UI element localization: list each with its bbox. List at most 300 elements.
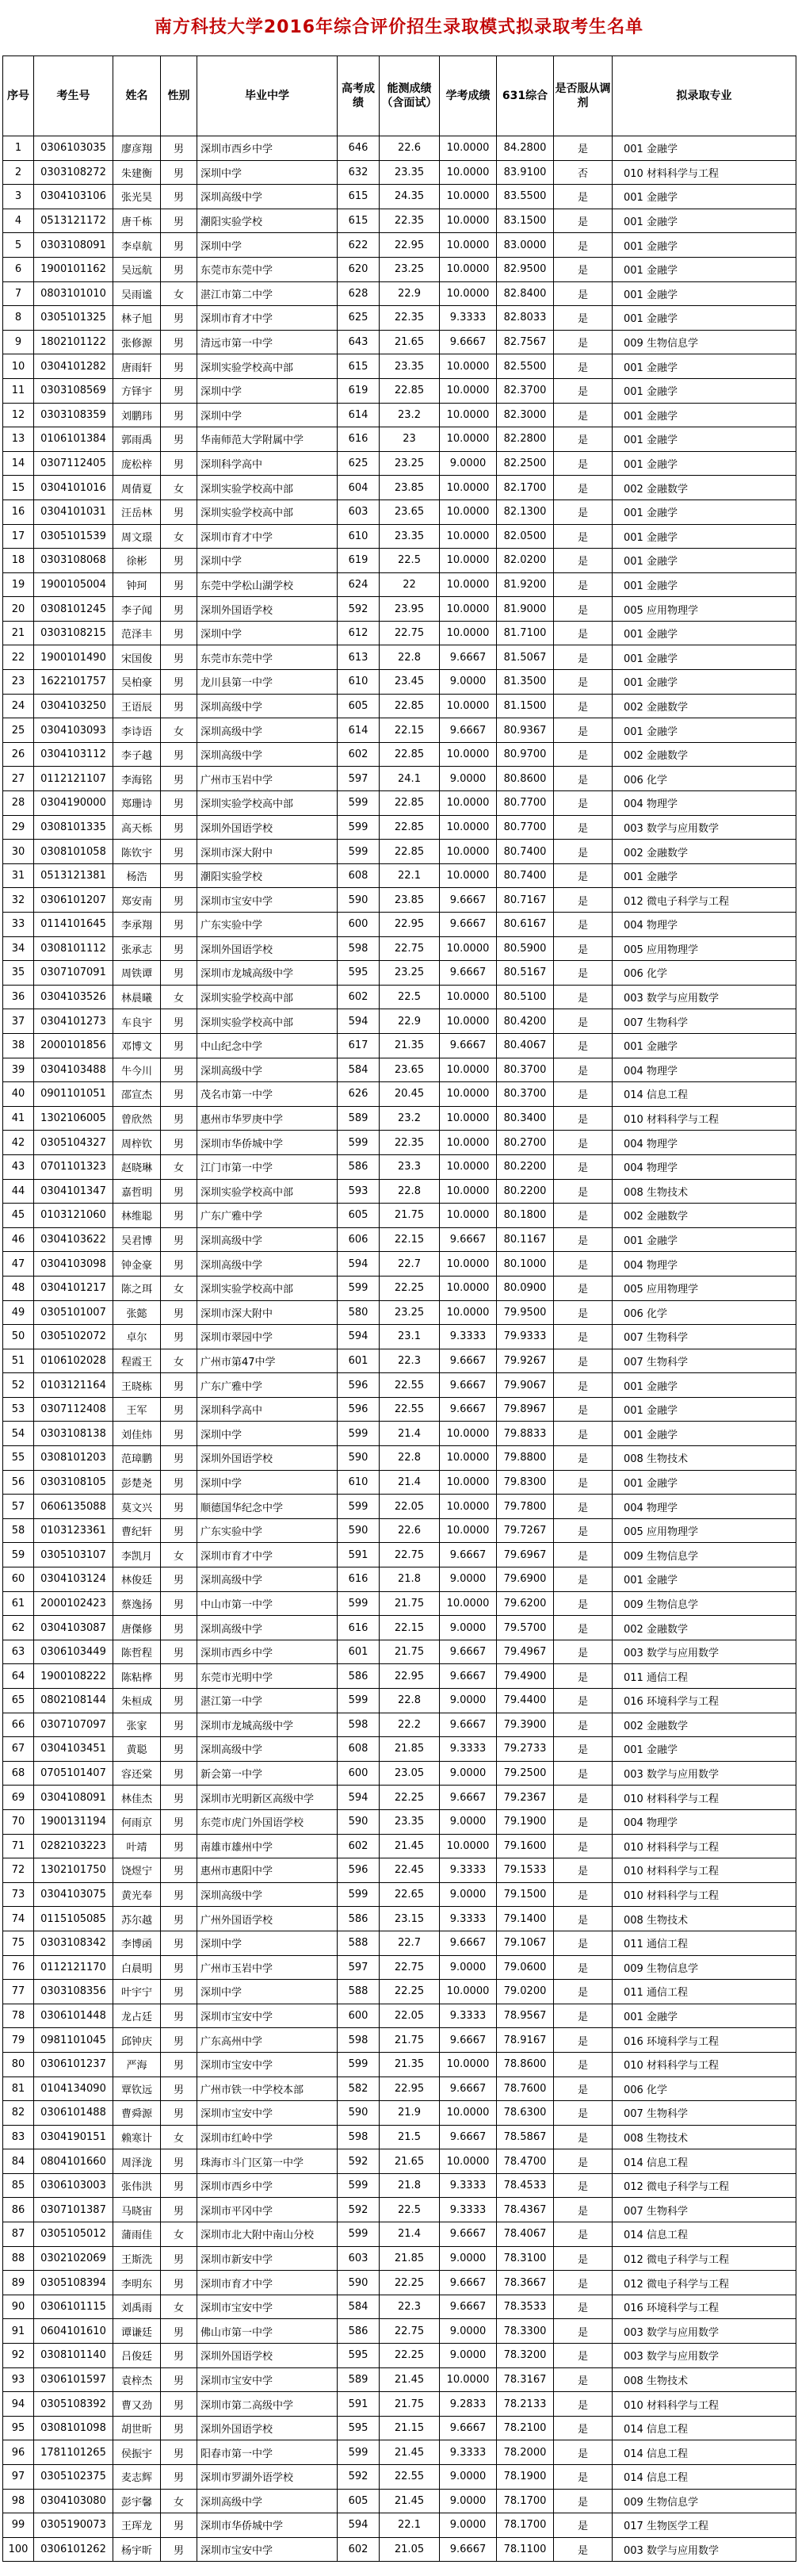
table-cell: 65: [3, 1689, 34, 1713]
table-cell: 是: [554, 1907, 613, 1931]
table-cell: 中山纪念中学: [197, 1033, 338, 1058]
table-cell: 是: [554, 476, 613, 500]
table-cell: 82.1300: [497, 500, 554, 524]
table-cell: 23.85: [380, 476, 440, 500]
table-cell: 苏尔越: [113, 1907, 161, 1931]
table-cell: 男: [161, 1179, 197, 1204]
table-cell: 1900108222: [34, 1664, 113, 1689]
table-cell: 002 金融数学: [613, 694, 796, 718]
table-cell: 深圳实验学校高中部: [197, 1276, 338, 1300]
table-cell: 叶靖: [113, 1834, 161, 1858]
table-cell: 005 应用物理学: [613, 1276, 796, 1300]
table-cell: 32: [3, 888, 34, 913]
table-cell: 80.3400: [497, 1106, 554, 1131]
table-cell: 是: [554, 500, 613, 524]
table-cell: 23.15: [380, 1907, 440, 1931]
table-cell: 001 金融学: [613, 136, 796, 161]
table-cell: 79.0600: [497, 1955, 554, 1980]
table-cell: 深圳中学: [197, 233, 338, 258]
table-cell: 10.0000: [440, 136, 497, 161]
table-cell: 598: [338, 936, 380, 961]
table-cell: 陈粘桦: [113, 1664, 161, 1689]
table-cell: 是: [554, 1664, 613, 1689]
table-cell: 24: [3, 694, 34, 718]
column-header: 序号: [3, 56, 34, 136]
table-cell: 601: [338, 1349, 380, 1373]
table-cell: 584: [338, 1058, 380, 1082]
table-cell: 潮阳实验学校: [197, 863, 338, 888]
table-cell: 0303108068: [34, 549, 113, 573]
table-cell: 唐雨轩: [113, 354, 161, 379]
table-cell: 9.6667: [440, 961, 497, 986]
table-cell: 17: [3, 524, 34, 549]
table-cell: 29: [3, 815, 34, 840]
table-cell: 80.7700: [497, 791, 554, 816]
table-cell: 21.75: [380, 2392, 440, 2417]
table-cell: 602: [338, 742, 380, 767]
table-cell: 男: [161, 257, 197, 281]
table-cell: 22.55: [380, 1373, 440, 1398]
table-cell: 81.1500: [497, 694, 554, 718]
table-cell: 9.6667: [440, 1931, 497, 1955]
table-cell: 0306101262: [34, 2537, 113, 2562]
table-cell: 590: [338, 2271, 380, 2295]
table-cell: 33: [3, 913, 34, 937]
table-cell: 632: [338, 160, 380, 185]
table-cell: 王语辰: [113, 694, 161, 718]
header-row: [3, 56, 796, 136]
table-cell: 75: [3, 1931, 34, 1955]
table-cell: 9.6667: [440, 1713, 497, 1737]
table-cell: 钟金豪: [113, 1252, 161, 1277]
table-row: [3, 1907, 796, 1931]
table-cell: 003 数学与应用数学: [613, 1640, 796, 1664]
table-cell: 001 金融学: [613, 1373, 796, 1398]
table-cell: 是: [554, 2465, 613, 2490]
table-row: [3, 233, 796, 258]
table-cell: 男: [161, 1300, 197, 1325]
column-header: 631综合: [497, 56, 554, 136]
table-cell: 深圳中学: [197, 378, 338, 403]
table-cell: 男: [161, 2052, 197, 2076]
table-cell: 603: [338, 2246, 380, 2271]
table-cell: 深圳高级中学: [197, 1567, 338, 1592]
table-cell: 深圳外国语学校: [197, 815, 338, 840]
table-cell: 刘禹雨: [113, 2295, 161, 2319]
table-cell: 范璋鹏: [113, 1446, 161, 1471]
table-row: [3, 1227, 796, 1252]
table-cell: 008 生物技术: [613, 1446, 796, 1471]
table-cell: 604: [338, 476, 380, 500]
table-cell: 王军: [113, 1397, 161, 1422]
table-cell: 0901101051: [34, 1082, 113, 1107]
table-cell: 是: [554, 1058, 613, 1082]
table-cell: 23.35: [380, 354, 440, 379]
table-cell: 22.7: [380, 1931, 440, 1955]
table-cell: 王斯洗: [113, 2246, 161, 2271]
table-cell: 001 金融学: [613, 306, 796, 331]
table-row: [3, 597, 796, 622]
table-row: [3, 1664, 796, 1689]
table-cell: 男: [161, 1882, 197, 1907]
table-row: [3, 524, 796, 549]
table-cell: 57: [3, 1495, 34, 1519]
table-cell: 615: [338, 354, 380, 379]
table-row: [3, 2440, 796, 2465]
table-cell: 9.0000: [440, 1567, 497, 1592]
table-cell: 深圳市龙城高级中学: [197, 961, 338, 986]
table-cell: 袁梓杰: [113, 2367, 161, 2392]
table-cell: 001 金融学: [613, 670, 796, 695]
table-cell: 林佳杰: [113, 1786, 161, 1810]
page-title: 南方科技大学2016年综合评价招生录取模式拟录取考生名单: [154, 17, 644, 37]
table-cell: 614: [338, 403, 380, 427]
table-cell: 深圳高级中学: [197, 718, 338, 743]
table-cell: 620: [338, 257, 380, 281]
table-cell: 80.3700: [497, 1082, 554, 1107]
table-cell: 顺德国华纪念中学: [197, 1495, 338, 1519]
table-cell: 22.1: [380, 863, 440, 888]
table-cell: 10.0000: [440, 185, 497, 209]
table-cell: 83: [3, 2125, 34, 2149]
table-cell: 东莞市东莞中学: [197, 257, 338, 281]
table-cell: 80.7400: [497, 840, 554, 864]
table-cell: 10.0000: [440, 863, 497, 888]
table-cell: 008 生物技术: [613, 2367, 796, 2392]
table-cell: 78.3533: [497, 2295, 554, 2319]
table-cell: 10.0000: [440, 1422, 497, 1446]
table-cell: 广东广雅中学: [197, 1373, 338, 1398]
table-cell: 是: [554, 1543, 613, 1567]
table-cell: 78.9167: [497, 2028, 554, 2053]
table-cell: 华南师范大学附属中学: [197, 427, 338, 452]
table-cell: 599: [338, 1591, 380, 1616]
table-cell: 593: [338, 1179, 380, 1204]
table-cell: 女: [161, 2295, 197, 2319]
table-cell: 22: [380, 572, 440, 597]
table-cell: 23.3: [380, 1154, 440, 1179]
table-cell: 21: [3, 621, 34, 645]
table-cell: 0115105085: [34, 1907, 113, 1931]
table-cell: 82.5500: [497, 354, 554, 379]
table-cell: 是: [554, 2101, 613, 2126]
table-cell: 9.6667: [440, 330, 497, 354]
table-cell: 李明东: [113, 2271, 161, 2295]
table-cell: 深圳市深大附中: [197, 1300, 338, 1325]
table-cell: 男: [161, 306, 197, 331]
table-cell: 是: [554, 1082, 613, 1107]
table-cell: 80.0900: [497, 1276, 554, 1300]
table-cell: 深圳科学高中: [197, 451, 338, 476]
table-cell: 10.0000: [440, 233, 497, 258]
table-cell: 是: [554, 330, 613, 354]
table-cell: 周铁谭: [113, 961, 161, 986]
table-cell: 是: [554, 1931, 613, 1955]
table-cell: 001 金融学: [613, 378, 796, 403]
table-cell: 0103121060: [34, 1204, 113, 1228]
table-cell: 0705101407: [34, 1761, 113, 1786]
table-row: [3, 1252, 796, 1277]
table-cell: 003 数学与应用数学: [613, 2319, 796, 2344]
table-cell: 012 微电子科学与工程: [613, 2173, 796, 2198]
table-cell: 82.3700: [497, 378, 554, 403]
table-cell: 78.7600: [497, 2076, 554, 2101]
table-cell: 男: [161, 791, 197, 816]
table-cell: 深圳实验学校高中部: [197, 476, 338, 500]
table-cell: 是: [554, 1422, 613, 1446]
table-cell: 606: [338, 1227, 380, 1252]
table-cell: 是: [554, 2271, 613, 2295]
table-cell: 阳春市第一中学: [197, 2440, 338, 2465]
table-cell: 0303108105: [34, 1470, 113, 1495]
table-cell: 是: [554, 597, 613, 622]
table-cell: 深圳市宝安中学: [197, 2052, 338, 2076]
table-cell: 是: [554, 378, 613, 403]
table-cell: 深圳市第二高级中学: [197, 2392, 338, 2417]
table-cell: 是: [554, 1591, 613, 1616]
table-cell: 590: [338, 1518, 380, 1543]
table-row: [3, 476, 796, 500]
table-cell: 61: [3, 1591, 34, 1616]
table-cell: 汪岳林: [113, 500, 161, 524]
table-row: [3, 2076, 796, 2101]
table-cell: 男: [161, 2149, 197, 2174]
table-cell: 22.7: [380, 1252, 440, 1277]
table-cell: 女: [161, 524, 197, 549]
table-cell: 0305102375: [34, 2465, 113, 2490]
table-cell: 78.3100: [497, 2246, 554, 2271]
table-cell: 21.75: [380, 1204, 440, 1228]
table-cell: 是: [554, 2416, 613, 2440]
table-cell: 615: [338, 185, 380, 209]
table-cell: 是: [554, 1737, 613, 1762]
table-cell: 79.9333: [497, 1325, 554, 1349]
table-cell: 是: [554, 1955, 613, 1980]
table-cell: 是: [554, 2246, 613, 2271]
table-cell: 10.0000: [440, 378, 497, 403]
table-cell: 80.3700: [497, 1058, 554, 1082]
table-cell: 深圳市宝安中学: [197, 2537, 338, 2562]
table-cell: 10.0000: [440, 1009, 497, 1034]
table-cell: 男: [161, 1422, 197, 1446]
table-cell: 高天栎: [113, 815, 161, 840]
table-cell: 女: [161, 985, 197, 1009]
table-cell: 男: [161, 2246, 197, 2271]
table-cell: 0304103087: [34, 1616, 113, 1640]
table-row: [3, 185, 796, 209]
table-cell: 0303108138: [34, 1422, 113, 1446]
table-cell: 23.35: [380, 1809, 440, 1834]
table-cell: 10.0000: [440, 1131, 497, 1155]
table-cell: 陈钦宇: [113, 840, 161, 864]
table-cell: 深圳实验学校高中部: [197, 1009, 338, 1034]
table-row: [3, 2489, 796, 2513]
table-cell: 003 数学与应用数学: [613, 2344, 796, 2368]
table-cell: 0306101115: [34, 2295, 113, 2319]
table-cell: 10.0000: [440, 840, 497, 864]
table-cell: 24.1: [380, 767, 440, 791]
table-cell: 0304190000: [34, 791, 113, 816]
table-cell: 82.0500: [497, 524, 554, 549]
table-cell: 22.25: [380, 2271, 440, 2295]
table-row: [3, 549, 796, 573]
table-cell: 21.45: [380, 2489, 440, 2513]
table-row: [3, 985, 796, 1009]
table-cell: 是: [554, 1300, 613, 1325]
table-cell: 010 材料科学与工程: [613, 1834, 796, 1858]
table-row: [3, 2392, 796, 2417]
table-row: [3, 791, 796, 816]
table-cell: 是: [554, 2004, 613, 2028]
table-row: [3, 427, 796, 452]
table-cell: 男: [161, 160, 197, 185]
table-cell: 10.0000: [440, 1058, 497, 1082]
table-cell: 47: [3, 1252, 34, 1277]
table-cell: 男: [161, 1955, 197, 1980]
table-cell: 614: [338, 718, 380, 743]
table-cell: 0304101016: [34, 476, 113, 500]
table-cell: 深圳高级中学: [197, 2489, 338, 2513]
table-cell: 0104134090: [34, 2076, 113, 2101]
table-cell: 23.25: [380, 961, 440, 986]
table-cell: 79.3900: [497, 1713, 554, 1737]
table-cell: 616: [338, 1567, 380, 1592]
table-cell: 0304103093: [34, 718, 113, 743]
table-cell: 男: [161, 403, 197, 427]
table-cell: 是: [554, 281, 613, 306]
table-cell: 1302101750: [34, 1858, 113, 1883]
table-cell: 是: [554, 354, 613, 379]
table-cell: 010 材料科学与工程: [613, 1882, 796, 1907]
table-row: [3, 2149, 796, 2174]
table-row: [3, 500, 796, 524]
table-cell: 603: [338, 500, 380, 524]
table-cell: 10.0000: [440, 572, 497, 597]
table-cell: 21.75: [380, 1640, 440, 1664]
table-cell: 5: [3, 233, 34, 258]
table-cell: 是: [554, 2295, 613, 2319]
table-cell: 82.8400: [497, 281, 554, 306]
table-cell: 10.0000: [440, 549, 497, 573]
table-cell: 李博函: [113, 1931, 161, 1955]
table-row: [3, 1713, 796, 1737]
table-cell: 10.0000: [440, 791, 497, 816]
table-row: [3, 1422, 796, 1446]
table-cell: 78.2133: [497, 2392, 554, 2417]
table-cell: 3: [3, 185, 34, 209]
table-cell: 82.8033: [497, 306, 554, 331]
table-cell: 宋国俊: [113, 645, 161, 670]
table-cell: 001 金融学: [613, 1567, 796, 1592]
table-cell: 002 金融数学: [613, 1713, 796, 1737]
table-cell: 男: [161, 185, 197, 209]
table-cell: 586: [338, 2319, 380, 2344]
table-cell: 陈哲程: [113, 1640, 161, 1664]
table-cell: 是: [554, 2222, 613, 2247]
table-cell: 586: [338, 1907, 380, 1931]
table-cell: 深圳中学: [197, 1422, 338, 1446]
table-cell: 0306101237: [34, 2052, 113, 2076]
table-cell: 21.4: [380, 1470, 440, 1495]
table-cell: 是: [554, 451, 613, 476]
table-cell: 9.6667: [440, 2076, 497, 2101]
table-cell: 001 金融学: [613, 1397, 796, 1422]
table-cell: 011 通信工程: [613, 1980, 796, 2004]
table-cell: 80.1800: [497, 1204, 554, 1228]
table-row: [3, 1980, 796, 2004]
table-row: [3, 913, 796, 937]
table-row: [3, 1349, 796, 1373]
table-row: [3, 2198, 796, 2222]
table-cell: 81.3500: [497, 670, 554, 695]
table-cell: 0282103223: [34, 1834, 113, 1858]
table-cell: 599: [338, 2440, 380, 2465]
table-cell: 23.45: [380, 670, 440, 695]
table-cell: 是: [554, 961, 613, 986]
table-cell: 23.65: [380, 500, 440, 524]
table-cell: 23.05: [380, 1761, 440, 1786]
table-cell: 李子闻: [113, 597, 161, 622]
table-row: [3, 2416, 796, 2440]
table-cell: 0305103107: [34, 1543, 113, 1567]
table-cell: 是: [554, 257, 613, 281]
table-cell: 22.95: [380, 913, 440, 937]
table-cell: 97: [3, 2465, 34, 2490]
table-cell: 8: [3, 306, 34, 331]
table-cell: 30: [3, 840, 34, 864]
table-cell: 是: [554, 524, 613, 549]
table-cell: 是: [554, 1131, 613, 1155]
table-cell: 是: [554, 621, 613, 645]
table-cell: 白晨明: [113, 1955, 161, 1980]
table-cell: 10.0000: [440, 281, 497, 306]
table-row: [3, 2367, 796, 2392]
table-cell: 590: [338, 1809, 380, 1834]
table-cell: 深圳高级中学: [197, 1058, 338, 1082]
table-cell: 22.8: [380, 645, 440, 670]
table-cell: 31: [3, 863, 34, 888]
table-cell: 女: [161, 281, 197, 306]
table-cell: 是: [554, 403, 613, 427]
table-cell: 80.2200: [497, 1154, 554, 1179]
table-row: [3, 2052, 796, 2076]
table-cell: 36: [3, 985, 34, 1009]
table-cell: 张修源: [113, 330, 161, 354]
table-cell: 22.55: [380, 2465, 440, 2490]
table-cell: 男: [161, 1689, 197, 1713]
table-cell: 612: [338, 621, 380, 645]
table-cell: 590: [338, 888, 380, 913]
table-cell: 9.0000: [440, 451, 497, 476]
table-cell: 10.0000: [440, 1300, 497, 1325]
table-cell: 001 金融学: [613, 1470, 796, 1495]
table-cell: 0306103003: [34, 2173, 113, 2198]
table-cell: 深圳高级中学: [197, 1616, 338, 1640]
table-cell: 79.7800: [497, 1495, 554, 1519]
table-cell: 22.15: [380, 1616, 440, 1640]
table-cell: 深圳市红岭中学: [197, 2125, 338, 2149]
table-row: [3, 257, 796, 281]
table-cell: 15: [3, 476, 34, 500]
table-cell: 吕俊廷: [113, 2344, 161, 2368]
table-row: [3, 2125, 796, 2149]
table-row: [3, 209, 796, 233]
table-cell: 20.45: [380, 1082, 440, 1107]
table-cell: 男: [161, 1033, 197, 1058]
table-row: [3, 1567, 796, 1592]
table-cell: 626: [338, 1082, 380, 1107]
table-row: [3, 2173, 796, 2198]
